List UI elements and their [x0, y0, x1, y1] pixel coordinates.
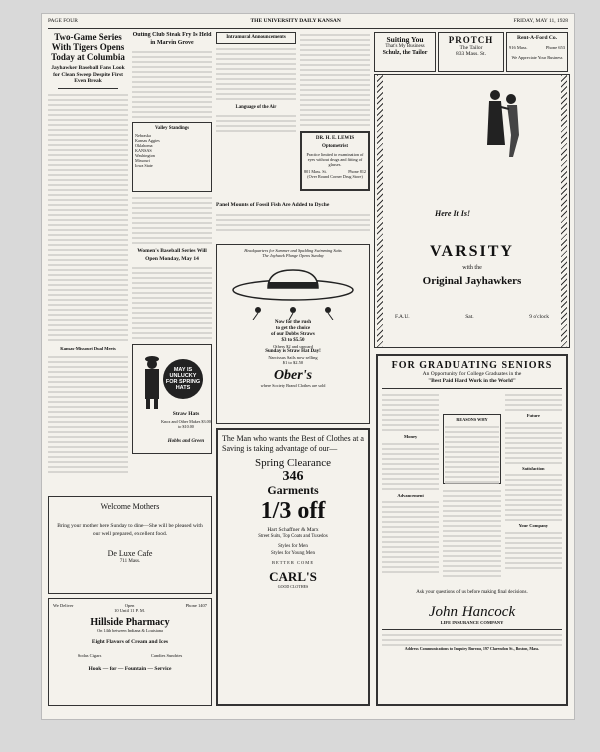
standings-row: Missouri	[135, 157, 150, 163]
welcome-mothers-ad	[48, 496, 212, 594]
rent-a-ford-ad	[506, 32, 568, 72]
hillside-footer: Hook — for — Fountain — Service	[88, 665, 172, 672]
suiting-line2: That's My Business	[385, 44, 425, 49]
straw-hat-icon	[223, 260, 363, 320]
seniors-body	[382, 392, 562, 582]
protch-address: 833 Mass. St.	[456, 51, 486, 57]
money-text	[382, 441, 439, 491]
reasons-box	[443, 414, 500, 484]
mothers-cafe-name: De Luxe Cafe	[107, 549, 153, 558]
standings-list	[135, 133, 209, 168]
hillside-open-label: Open	[124, 603, 135, 608]
newspaper-title: THE UNIVERSITY DAILY KANSAN	[250, 18, 341, 24]
sports-headline: Two-Game Series With Tigers Opens Today at Columbia	[51, 32, 125, 62]
obers-sub-line: The Jayhawk Plunge Opens Sunday	[262, 253, 324, 258]
dual-meets-title: Kansas-Missouri Dual Meets	[60, 345, 116, 351]
carls-ad	[216, 428, 370, 706]
hillside-phone: Phone 1407	[185, 603, 207, 608]
may-unlucky-badge: MAY IS UNLUCKY FOR SPRING HATS	[163, 359, 203, 399]
mothers-text: Bring your mother here Sunday to dine—She will be pleased with our well prepared, excellent food.	[57, 523, 203, 537]
obers-brand: Ober's	[273, 368, 313, 383]
seniors-ask: Ask your questions of us before making final decisions.	[416, 590, 528, 595]
seniors-col-left	[382, 392, 439, 582]
standings-row: Oklahoma	[135, 142, 153, 148]
carls-event: Spring Clearance	[254, 457, 332, 469]
dual-meets-list	[48, 354, 128, 474]
carls-men: Styles for Men	[278, 544, 308, 549]
standings-row: Washington	[135, 152, 155, 158]
seniors-col-right	[505, 392, 562, 582]
optometrist-address: 801 Mass. St.	[304, 169, 327, 174]
left-border-decoration	[377, 75, 383, 347]
carls-better: BETTER COME	[271, 560, 315, 565]
seniors-sub2: "Best Paid Hard Work in the World"	[428, 378, 516, 384]
rent-phone: Phone 653	[545, 44, 565, 50]
optometrist-text: Practice limited to examination of eyes without drugs and fitting of glasses.	[306, 152, 364, 167]
obers-top-line: Headquarters for Summer and Spalding Swimming Suits	[244, 248, 342, 253]
carls-items: Street Suits, Top Coats and Tuxedos	[258, 534, 328, 539]
carls-store-sub: GOOD CLOTHES	[277, 584, 309, 589]
varsity-ad	[374, 74, 570, 348]
seniors-intro-text	[382, 392, 439, 432]
page-date: FRIDAY, MAY 11, 1928	[513, 18, 568, 24]
rent-tagline: We Appreciate Your Business	[511, 54, 563, 60]
rent-title: Rent-A-Ford Co.	[516, 35, 558, 41]
carls-lead: The Man who wants the Best of Clothes at a Saving is taking advantage of our—	[222, 434, 364, 453]
optometrist-location: (Over Round Corner Drug Store)	[307, 174, 363, 179]
money-heading: Money	[404, 434, 418, 439]
obers-line5: Others $2 and upward	[273, 344, 313, 349]
suiting-ad	[374, 32, 436, 72]
standings-row: Nebraska	[135, 132, 151, 138]
protch-line2: The Tailor	[459, 45, 483, 51]
carls-discount: 1/3 off	[260, 498, 326, 524]
satisfaction-text	[505, 472, 562, 522]
newspaper-page	[42, 14, 574, 719]
carls-count: 346	[282, 469, 304, 484]
suiting-title: Suiting You	[386, 35, 424, 44]
seniors-address: Address Communications to Inquiry Bureau, 197 Clarendon St., Boston, Mass.	[404, 646, 540, 651]
page-number: PAGE FOUR	[48, 18, 78, 24]
event-day: Sat.	[465, 314, 474, 320]
carls-young: Styles for Young Men	[271, 551, 315, 556]
valley-standings-title: Valley Standings	[154, 126, 190, 131]
standings-row: Kansas Aggies	[135, 137, 160, 143]
obers-line3: of our Dobbs Straws	[271, 332, 315, 337]
reasons-list	[445, 424, 498, 484]
women-baseball-text	[132, 265, 212, 340]
outing-club-headline: Outing Club Steak Fry Is Held in Marvin Grove	[132, 32, 212, 46]
obers-line8: $1 to $2.50	[282, 360, 304, 365]
obers-brand-sub: where Society Brand Clothes are sold	[260, 383, 326, 388]
advancement-heading: Advancement	[397, 492, 424, 498]
band-name: Original Jayhawkers	[422, 275, 522, 287]
suiting-line3: Schulz, the Tailor	[382, 50, 428, 56]
seniors-ad	[376, 354, 568, 706]
carls-garments: Garments	[267, 483, 319, 497]
seniors-col-mid	[443, 392, 500, 582]
advancement-text	[382, 499, 439, 574]
fossil-article	[216, 202, 370, 242]
column-four-text	[300, 32, 370, 127]
standings-row: KANSAS	[135, 147, 152, 153]
optometrist-name: DR. H. E. LEWIS Optometrist	[315, 136, 355, 149]
event-time: 9 o'clock	[529, 314, 549, 320]
reasons-heading: REASONS WHY	[456, 417, 488, 422]
company-heading: Your Company	[518, 523, 548, 528]
sports-subhead: Jayhawker Baseball Fans Look for Clean Sweep Despite First Even Break	[51, 65, 125, 84]
right-border-decoration	[561, 75, 567, 347]
fossil-headline: Panel Mounts of Fossil Fish Are Added to Dyche	[216, 202, 330, 208]
news-text	[132, 195, 212, 245]
hillside-right: Candies Sundries	[150, 652, 183, 658]
standings-row: Iowa State	[135, 162, 153, 168]
obers-line1: Now for the rush	[274, 320, 312, 325]
obers-line4: $3 to $5.50	[281, 338, 305, 343]
language-air-text	[216, 113, 296, 133]
mothers-cafe-address: 711 Mass.	[119, 559, 141, 564]
hillside-deliver: We Deliver	[53, 603, 74, 608]
carls-store: CARL'S	[269, 569, 317, 584]
intramural-text	[216, 46, 296, 102]
news-column	[132, 32, 212, 492]
sports-column	[48, 32, 128, 492]
optometrist-ad	[300, 131, 370, 191]
carls-brands: Hart Schaffner & Marx	[267, 527, 319, 533]
seniors-sub1: An Opportunity for College Graduates in the	[422, 371, 522, 377]
varsity-title: VARSITY	[430, 243, 514, 260]
hillside-open	[114, 603, 145, 613]
obers-line2: to get the choice	[275, 326, 311, 331]
obers-ad	[216, 244, 370, 424]
protch-ad	[438, 32, 504, 72]
here-it-is: Here It Is!	[435, 209, 471, 218]
hillside-top-row	[53, 603, 207, 613]
seniors-right-intro	[505, 392, 562, 412]
outing-club-text	[132, 49, 212, 119]
language-air-headline: Language of the Air	[235, 104, 277, 110]
future-text	[505, 420, 562, 465]
fossil-text	[216, 212, 370, 232]
valley-standings-box	[132, 122, 212, 192]
mothers-title: Welcome Mothers	[100, 502, 160, 511]
women-baseball-headline: Women's Baseball Series Will Open Monday, May 14	[137, 248, 207, 262]
dancing-couple-icon	[479, 85, 529, 165]
varsity-with: with the	[462, 265, 482, 271]
john-hancock-logo: John Hancock	[428, 604, 516, 620]
obers-line6: Sunday is Straw Hat Day!	[265, 349, 321, 354]
seniors-title: FOR GRADUATING SENIORS	[391, 360, 553, 371]
event-details	[395, 315, 549, 320]
protch-title: PROTCH	[448, 35, 494, 45]
straw-hats-title: Straw Hats	[172, 411, 200, 417]
event-venue: F.A.U.	[395, 314, 410, 320]
intramural-headline: Intramural Announcements	[216, 32, 296, 44]
seniors-mid-text	[443, 488, 500, 578]
hobbs-green-logo: Hobbs and Green	[167, 439, 205, 444]
hillside-location: On 14th between Indiana & Louisiana	[97, 628, 163, 633]
satisfaction-heading: Satisfaction	[522, 465, 545, 471]
hillside-left: Sodas Cigars	[77, 652, 102, 658]
hillside-hours: 10 Until 11 P. M.	[114, 608, 145, 613]
company-text	[505, 530, 562, 570]
hillside-pharmacy-ad	[48, 598, 212, 706]
straw-hats-prices: Knox and Other Makes $3.00 to $10.00	[161, 419, 211, 429]
rent-contact	[509, 45, 565, 50]
straw-hat-ad	[132, 344, 212, 454]
hillside-items	[53, 653, 207, 658]
rent-address: 916 Mass.	[509, 44, 528, 50]
page-header	[48, 18, 568, 29]
seniors-fineprint	[382, 632, 562, 646]
future-heading: Future	[526, 413, 540, 418]
optometrist-phone: Phone 812	[348, 169, 366, 174]
obers-line7: Narcissus Sails now selling	[268, 355, 318, 360]
hillside-dishes: Eight Flavors of Cream and Ices	[91, 639, 169, 645]
hillside-name: Hillside Pharmacy	[90, 617, 170, 628]
john-hancock-sub: LIFE INSURANCE COMPANY	[440, 620, 504, 625]
sports-article-text	[48, 92, 128, 342]
